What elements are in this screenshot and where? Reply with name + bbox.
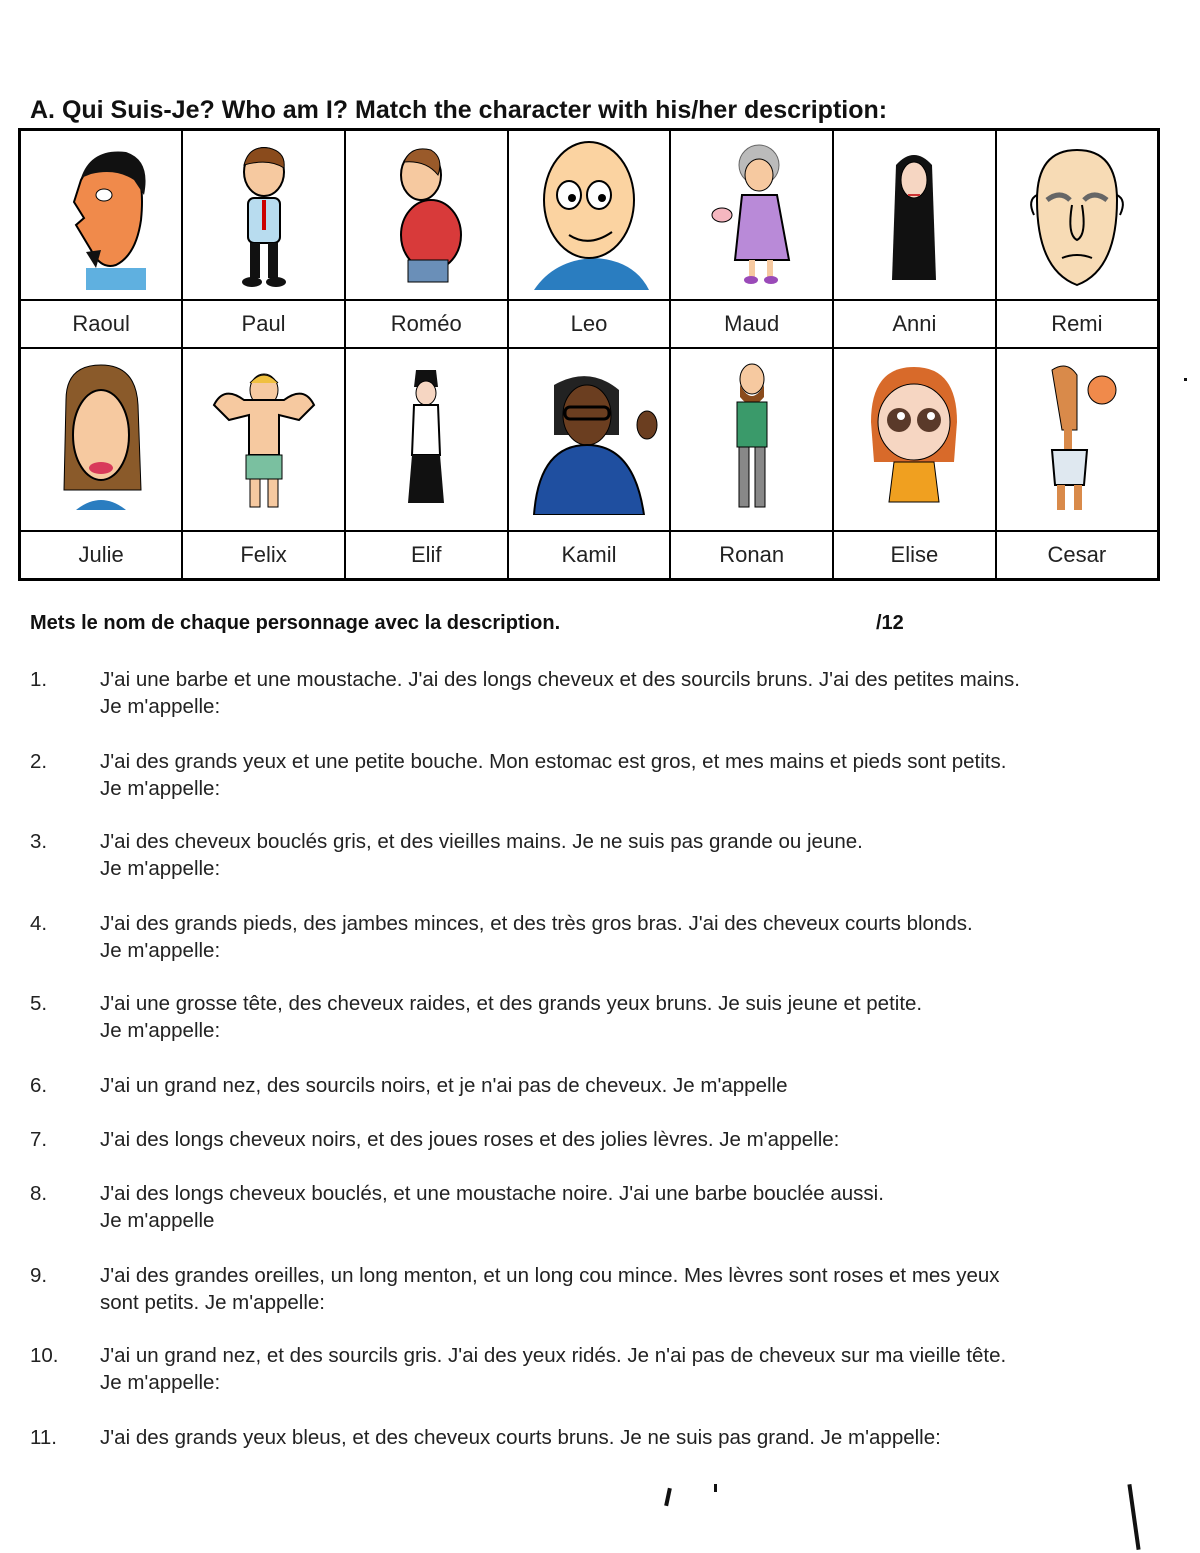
- question-text: J'ai un grand nez, et des sourcils gris. J'ai des yeux ridés. Je n'ai pas de cheveux sur ma vieille tête. Je m'appelle:: [100, 1344, 1007, 1394]
- character-name: Elif: [345, 531, 508, 580]
- paul-illustration: [224, 140, 304, 290]
- question-text: J'ai un grand nez, des sourcils noirs, et je n'ai pas de cheveux. Je m'appelle: [100, 1074, 788, 1097]
- character-cell-leo: [508, 130, 671, 301]
- character-name: Anni: [833, 300, 996, 348]
- character-name: Elise: [833, 531, 996, 580]
- pen-mark: [1127, 1484, 1140, 1550]
- question-number: 3.: [30, 830, 48, 853]
- question-text: J'ai des cheveux bouclés gris, et des vieilles mains. Je ne suis pas grande ou jeune. Je m'appelle:: [100, 830, 863, 880]
- remi-illustration: [1022, 140, 1132, 290]
- score-total: /12: [876, 612, 904, 634]
- kamil-illustration: [519, 365, 659, 515]
- character-name: Kamil: [508, 531, 671, 580]
- question-text: J'ai des grandes oreilles, un long menton, et un long cou mince. Mes lèvres sont roses et mes yeux sont petits. Je m'appelle:: [100, 1264, 1000, 1314]
- question-number: 11.: [30, 1426, 57, 1449]
- character-grid: [18, 128, 1160, 581]
- question-text: J'ai des grands yeux bleus, et des cheveux courts bruns. Je ne suis pas grand. Je m'appelle:: [100, 1426, 941, 1449]
- character-name: Paul: [182, 300, 345, 348]
- maud-illustration: [697, 140, 807, 290]
- question-number: 10.: [30, 1344, 59, 1367]
- character-cell-elif: [345, 348, 508, 531]
- question-text: J'ai une barbe et une moustache. J'ai des longs cheveux et des sourcils bruns. J'ai des petites mains. Je m'appelle:: [100, 668, 1020, 718]
- elise-illustration: [859, 362, 969, 517]
- question-text: J'ai des longs cheveux bouclés, et une moustache noire. J'ai une barbe bouclée aussi. Je m'appelle: [100, 1182, 884, 1232]
- ronan-illustration: [717, 357, 787, 522]
- character-cell-anni: [833, 130, 996, 301]
- character-cell-felix: [182, 348, 345, 531]
- pen-mark: [1184, 378, 1187, 381]
- character-name: Raoul: [20, 300, 183, 348]
- character-name: Julie: [20, 531, 183, 580]
- question-number: 7.: [30, 1128, 48, 1151]
- question-text: J'ai des grands yeux et une petite bouche. Mon estomac est gros, et mes mains et pieds sont petits. Je m'appelle:: [100, 750, 1007, 800]
- pen-mark: [664, 1488, 672, 1506]
- character-cell-maud: [670, 130, 833, 301]
- character-cell-ronan: [670, 348, 833, 531]
- character-cell-elise: [833, 348, 996, 531]
- question-text: J'ai des grands pieds, des jambes minces, et des très gros bras. J'ai des cheveux courts blonds. Je m'appelle:: [100, 912, 973, 962]
- anni-illustration: [874, 140, 954, 290]
- character-name: Ronan: [670, 531, 833, 580]
- character-cell-paul: [182, 130, 345, 301]
- character-name: Felix: [182, 531, 345, 580]
- pen-mark: [714, 1484, 717, 1492]
- character-name: Roméo: [345, 300, 508, 348]
- elif-illustration: [396, 365, 456, 515]
- raoul-illustration: [46, 140, 156, 290]
- question-number: 6.: [30, 1074, 48, 1097]
- question-text: J'ai une grosse tête, des cheveux raides, et des grands yeux bruns. Je suis jeune et petite. Je m'appelle:: [100, 992, 923, 1042]
- character-cell-julie: [20, 348, 183, 531]
- romeo-illustration: [376, 140, 476, 290]
- question-number: 8.: [30, 1182, 48, 1205]
- character-cell-kamil: [508, 348, 671, 531]
- question-text: J'ai des longs cheveux noirs, et des joues roses et des jolies lèvres. Je m'appelle:: [100, 1128, 840, 1151]
- question-number: 9.: [30, 1264, 48, 1287]
- character-cell-romeo: [345, 130, 508, 301]
- character-cell-remi: [996, 130, 1159, 301]
- felix-illustration: [204, 365, 324, 515]
- character-name: Leo: [508, 300, 671, 348]
- leo-illustration: [524, 140, 654, 290]
- instruction-heading: Mets le nom de chaque personnage avec la description.: [30, 612, 561, 634]
- cesar-illustration: [1022, 360, 1132, 520]
- worksheet-title: A. Qui Suis-Je? Who am I? Match the character with his/her description:: [30, 96, 888, 124]
- character-name: Cesar: [996, 531, 1159, 580]
- julie-illustration: [46, 360, 156, 520]
- character-name: Remi: [996, 300, 1159, 348]
- character-name: Maud: [670, 300, 833, 348]
- question-number: 4.: [30, 912, 48, 935]
- character-cell-raoul: [20, 130, 183, 301]
- character-cell-cesar: [996, 348, 1159, 531]
- question-number: 5.: [30, 992, 48, 1015]
- question-number: 2.: [30, 750, 48, 773]
- question-number: 1.: [30, 668, 48, 691]
